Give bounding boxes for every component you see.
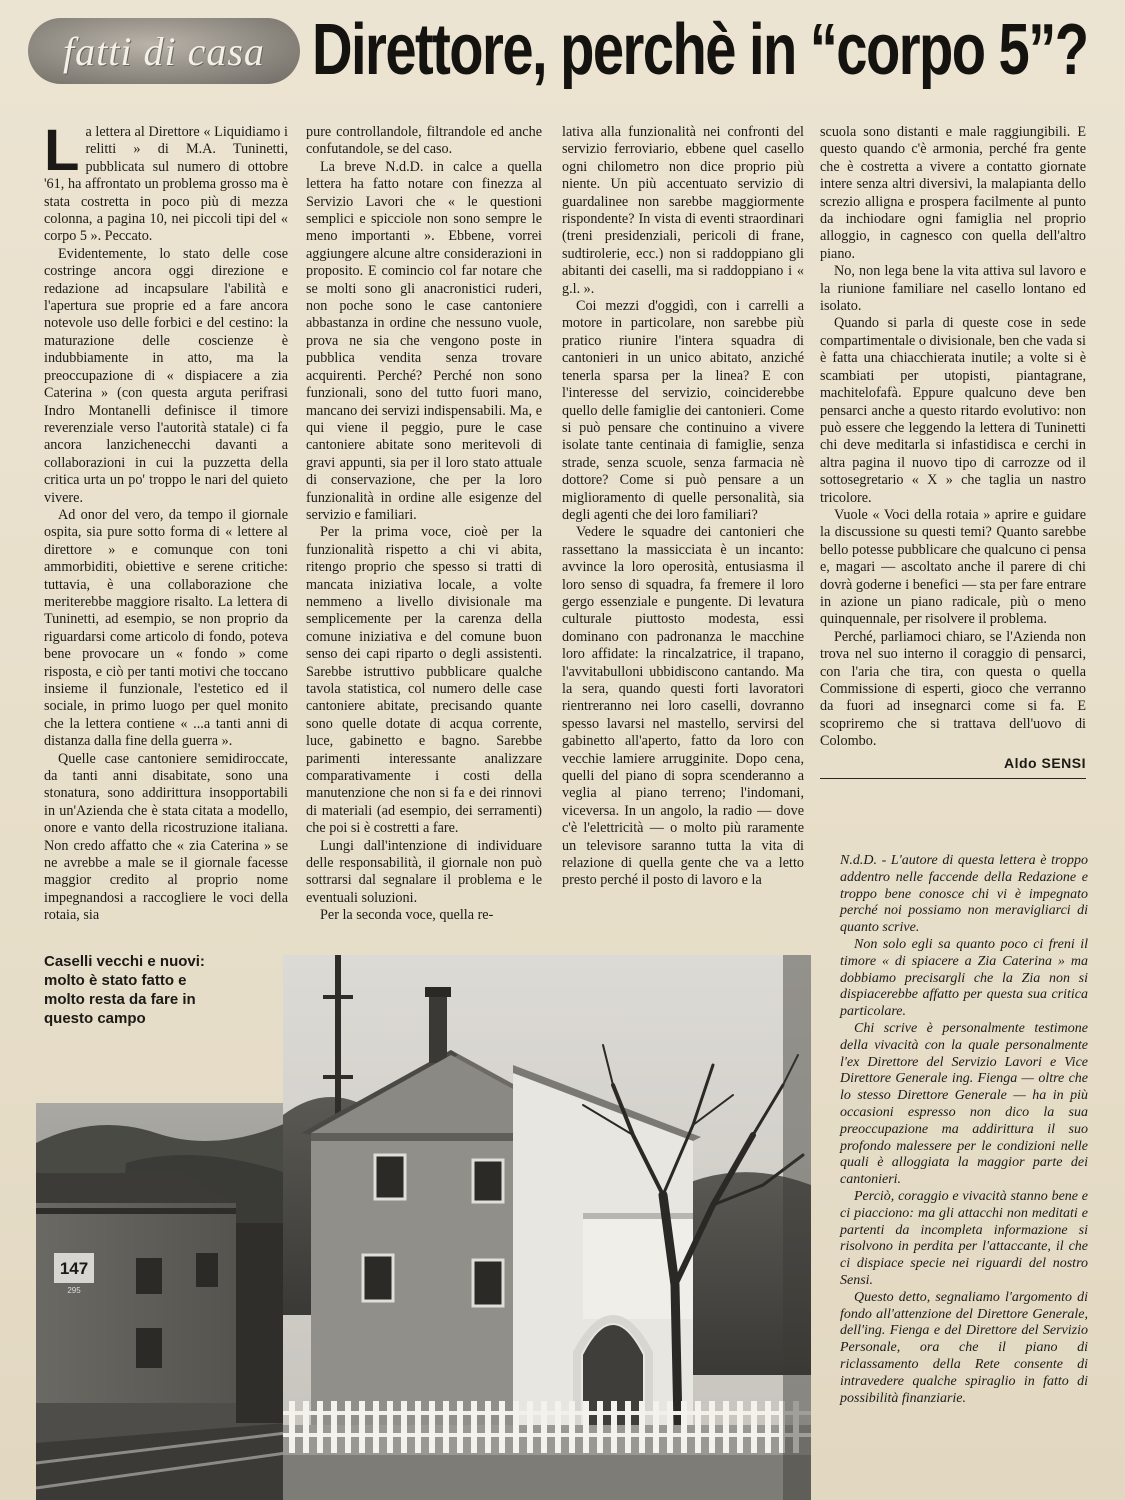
note-paragraph: Perciò, coraggio e vivacità stanno bene e ci piacciono: ma gli attacchi non meditati e partenti da incompleta informazione si risolvono in perdita per l'attaccante, il che ci dispiace specie nei riguardi del nostro Sensi.	[840, 1188, 1088, 1288]
drop-cap: L	[44, 118, 80, 183]
paragraph: Ad onor del vero, da tempo il giornale ospita, sia pure sotto forma di « lettere al direttore » e comunque con toni ammorbiditi, obiettive e serene critiche: tuttavia, è una collaborazione che meriterebbe maggiore risalto. La lettera di Tuninetti, ad esempio, se non proprio da riguardarsi come articolo di fondo, poteva bene provocare un « fondo » come risposta, e ciò per tanti motivi che toccano insieme il funzionale, l'estetico ed il sociale, in primo luogo per quel monito che la lettera contiene « ...a tanti anni di distanza dalla fine della guerra ».	[44, 506, 288, 750]
paragraph: lativa alla funzionalità nei confronti del servizio ferroviario, ebbene quel casello ogni chilometro non dice proprio più niente. Un più accentuato servizio di guardalinee non sarebbe maggiormente rispondente? In vista di eventi straordinari (treni presidenziali, pericoli di frane, sudtirolerie, ecc.) non si raddoppiano gli abitanti dei caselli, ma si raddoppiano i « g.l. ».	[562, 124, 804, 297]
paragraph: Quelle case cantoniere semidiroccate, da tanti anni disabitate, sono una stonatura, sono addirittura insopportabili in un'Azienda che è stata citata a modello, onore e vanto della ricostruzione italiana. Non credo affatto che « zia Caterina » se ne avrebbe a male se il giornale facesse maggior credito al proprio nome impegnandosi a raccogliere le voci della rotaia, sia	[44, 750, 288, 924]
paragraph: Evidentemente, lo stato delle cose costringe ancora oggi direzione e redazione ad incapsulare l'abilità e l'apertura sue proprie ed a fare ancora notevole uso delle forbici e del cestino: la maturazione delle coscienze è indubbiamente in atto, ma la preoccupazione di « dispiacere a zia Caterina » (con questa arguta perifrasi Indro Montanelli definisce il timore reverenziale verso l'autorità statale) ci fa ancora lanzichenecchi davanti a collaborazioni in cui la puzzetta della critica urta un po' troppo le nari del quieto vivere.	[44, 245, 288, 506]
note-paragraph: N.d.D. - L'autore di questa lettera è troppo addentro nelle faccende della Redazione e troppo bene conosce chi vi è impegnato perché noi possiamo non meravigliarci di quanto scrive.	[840, 853, 1088, 936]
article-column-4	[820, 124, 1086, 785]
paragraph: Lungi dall'intenzione di individuare delle responsabilità, il giornale non può sottrarsi dal segnalare il problema e le eventuali soluzioni.	[306, 837, 542, 906]
paragraph: Vuole « Voci della rotaia » aprire e guidare la discussione su questi temi? Quanto sarebbe bello potesse pubblicare che qualcuno ci pensa e, magari — ascoltato anche il parere di chi dovrà goderne i benefici — sta per fare entrare in azione un piano radicale, più o meno quinquennale, per risolvere il problema.	[820, 506, 1086, 628]
section-badge	[28, 18, 300, 84]
paragraph: La breve N.d.D. in calce a quella lettera ha fatto notare con finezza al Servizio Lavori che « le questioni semplici e spicciole non sono sempre le meno importanti ». Ebbene, vorrei aggiungere alcune altre considerazioni in proposito. E comincio col far notare che se molti sono gli anacronistici ruderi, non poche sono le case cantoniere abbastanza in ordine che nessuno vuole, prova ne sia che vengono poste in pubblica vendita senza trovare acquirenti. Perché? Perché non sono funzionali, sono del tutto fuori mano, mancano dei servizi indispensabili. Ma, e qui viene il peggio, pure le case cantoniere abitate sono meritevoli di gravi appunti, sia per il loro stato attuale di conservazione, che per la loro funzionalità in ordine alle esigenze del servizio e familiari.	[306, 158, 542, 523]
divider	[820, 778, 1086, 779]
house-subnumber-text: 295	[67, 1286, 81, 1295]
paragraph: scuola sono distanti e male raggiungibili. E questo quando c'è armonia, perché fra gente che è costretta a vivere a contatto giornate intere senza altri diversivi, la malapianta dello screzio alligna e prospera facilmente al punto da inchiodare ogni famiglia nel proprio alloggio, in cagnesco con quella dell'altro piano.	[820, 124, 1086, 262]
photo-new-casello-image	[283, 955, 811, 1500]
paragraph: pure controllandole, filtrandole ed anche confutandole, se del caso.	[306, 124, 542, 158]
photo-old-casello	[36, 1103, 286, 1500]
photo-old-casello-image	[36, 1103, 286, 1500]
article-column-2	[306, 124, 542, 925]
note-paragraph: Chi scrive è personalmente testimone della vivacità con la quale personalmente l'ex Direttore del Servizio Lavori e Vice Direttore Generale ing. Fienga — oltre che lo stesso Direttore Generale — ha in più occasioni espresso non dico la sua preoccupazione ma addirittura il suo profondo malessere per le condizioni nelle quali è alloggiata la maggior parte dei cantonieri.	[840, 1020, 1088, 1188]
photo-new-casello	[283, 955, 811, 1500]
paragraph: Coi mezzi d'oggidì, con i carrelli a motore in particolare, non sarebbe più pratico riunire l'intera squadra di cantonieri in un unico abitato, anziché tenerla sparsa per la linea? E con l'interesse del servizio, coinciderebbe quello delle famiglie dei cantonieri. Come si può pensare che continuino a vivere isolate tante centinaia di famiglie, senza strade, senza scuole, senza farmacia nè dottore? Come si può pensare a un miglioramento di quelle personalità, sia degli agenti che dei loro familiari?	[562, 298, 804, 523]
headline: Direttore, perchè in “corpo 5”?	[312, 10, 1088, 90]
paragraph: Per la seconda voce, quella re-	[320, 907, 494, 924]
paragraph: La lettera al Direttore « Liquidiamo i relitti » di M.A. Tuninetti, pubblicata sul numero di ottobre '61, ha affrontato un problema grosso ma è stata costretta in poco più di mezza colonna, a pagina 10, nei piccoli tipi del « corpo 5 ». Peccato.	[44, 118, 288, 245]
article-column-3	[562, 124, 804, 890]
paragraph: Quando si parla di queste cose in sede compartimentale o divisionale, ben che vada si è fatta una chiacchierata inutile; a volte si è scambiati per utopisti, piantagrane, machitelofafà. Eppure qualcuno deve ben pensarci anche a questo ritardo evolutivo: non può essere che leggendo la lettera di Tuninetti chi deve meditarla si infastidisca e cerchi in altra pagina il nuovo tipo di carrozze od il sottosegretario « X » che taglia un nastro tricolore.	[820, 315, 1086, 506]
section-badge-label: fatti di casa	[63, 28, 265, 74]
paragraph: Per la prima voce, cioè per la funzionalità rispetto a chi vi abita, ritengo proprio che spesso si tratti di mancata iniziativa locale, a volte nemmeno a livello divisionale ma semplicemente per la carenza della comune iniziativa e del comune buon senso dei capi riparto o degli assistenti. Sarebbe istruttivo pubblicare qualche tavola statistica, col numero delle case cantoniere abitate, precisando quante sono quelle dotate di acqua corrente, luce, gabinetto e bagno. Sarebbe parimenti interessante analizzare comparativamente i costi della manutenzione che non si fa e dei rinnovi di materiali (ad esempio, dei serramenti) che poi si è costretti a fare.	[306, 524, 542, 837]
author-signature: Aldo SENSI	[1003, 754, 1086, 771]
photo-caption: Caselli vecchi e nuovi: molto è stato fatto e molto resta da fare in questo campo	[44, 953, 205, 1027]
paragraph: Perché, parliamoci chiaro, se l'Azienda non trova nel suo interno il coraggio di pensarci, con l'aria che tira, con questa o quella Commissione di esperti, gioco che verranno da fuori ad insegnarci come si fa. E scopriremo che si trattava dell'uovo di Colombo.	[820, 628, 1086, 750]
article-column-1	[44, 118, 288, 925]
paragraph: Vedere le squadre dei cantonieri che rassettano la massicciata è un incanto: avvince la loro operosità, entusiasma il loro senso di squadra, fa fremere il loro gergo essenziale e pungente. Di levatura culturale piuttosto modesta, essi dominano con padronanza le macchine loro affidate: la rincalzatrice, il trapano, l'avvitabulloni ubbidiscono cantando. Ma la sera, quando questi forti lavoratori rientreranno nei loro caselli, dovranno spesso lavarsi nel mastello, servirsi del gabinetto all'aperto, fatto da loro con vecchie lamiere arrugginite. Dopo cena, quelli del piano di sopra scenderanno a veglia al piano terreno; l'indomani, viceversa. In un angolo, la radio — dove c'è l'elettricità — o molto più raramente un televisore saranno tutta la vita di relazione di quella gente che va a letto presto perché il posto di lavoro e la	[562, 524, 804, 889]
editor-note	[840, 853, 1088, 1407]
house-number-text: 147	[59, 1259, 89, 1278]
paragraph: No, non lega bene la vita attiva sul lavoro e la riunione familiare nel casello lontano ed isolato.	[820, 263, 1086, 315]
note-paragraph: Questo detto, segnaliamo l'argomento di fondo all'attenzione del Direttore Generale, dell'ing. Fienga e del Direttore del Servizio Personale, ora che il piano di riclassamento della Rete consente di intravedere qualche spiraglio in fatto di possibilità finanziarie.	[840, 1289, 1088, 1406]
note-paragraph: Non solo egli sa quanto poco ci freni il timore « di spiacere a Zia Caterina » ma dobbiamo precisargli che la Zia non si dispiacerebbe affatto per questa sua critica particolare.	[840, 936, 1088, 1020]
